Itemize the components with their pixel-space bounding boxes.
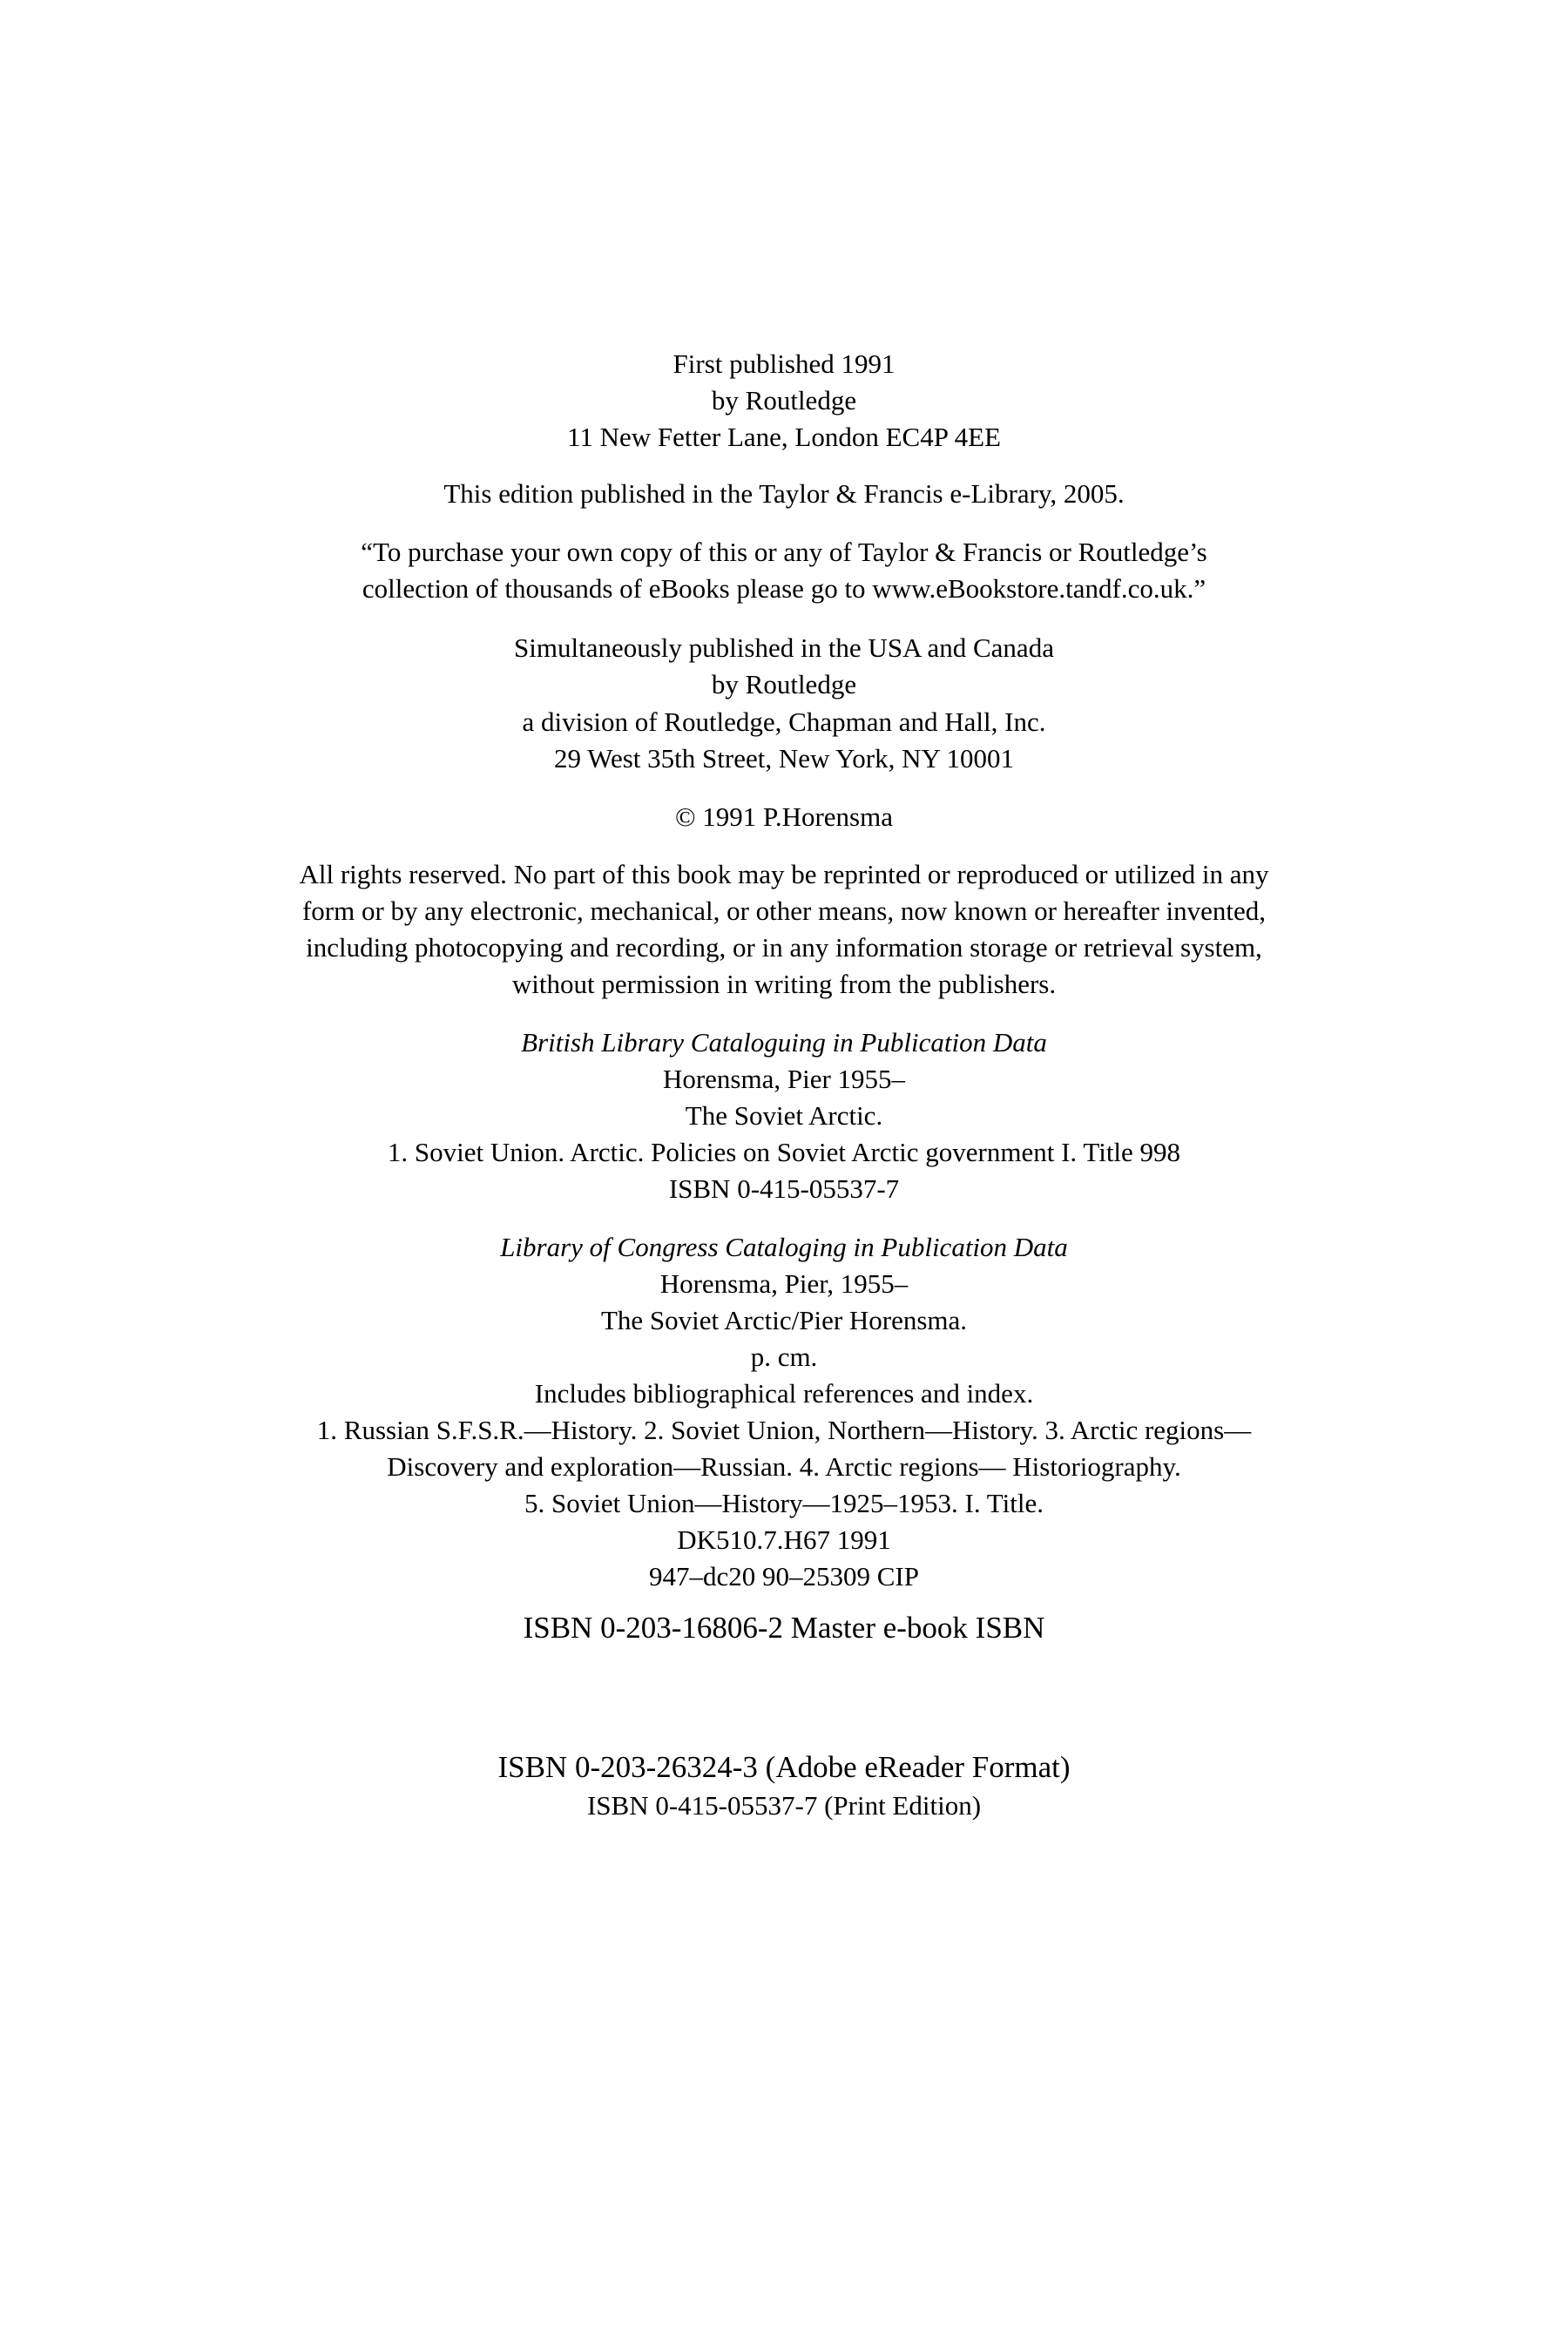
publisher-address: 11 New Fetter Lane, London EC4P 4EE [567, 422, 1001, 452]
loc-line-1: Horensma, Pier, 1955– [659, 1268, 909, 1299]
isbn-print: ISBN 0-415-05537-7 (Print Edition) [586, 1790, 982, 1821]
rights-line-2: form or by any electronic, mechanical, or other means, now known or hereafter invented, [301, 896, 1267, 926]
british-library-line-3: 1. Soviet Union. Arctic. Policies on Soviet Arctic government I. Title 998 [387, 1137, 1181, 1167]
usa-publication-line-1: Simultaneously published in the USA and Canada [514, 632, 1054, 663]
first-published-line: First published 1991 [672, 348, 896, 379]
publisher-line: by Routledge [711, 385, 857, 416]
rights-line-3: including photocopying and recording, or in any information storage or retrieval system, [306, 932, 1262, 963]
loc-line-2: The Soviet Arctic/Pier Horensma. [600, 1305, 968, 1335]
isbn-master: ISBN 0-203-16806-2 Master e-book ISBN [523, 1611, 1045, 1645]
usa-publication-line-4: 29 West 35th Street, New York, NY 10001 [554, 743, 1014, 774]
purchase-note-line-2: collection of thousands of eBooks please go to www.eBookstore.tandf.co.uk.” [362, 573, 1206, 604]
loc-line-4: Includes bibliographical references and index. [534, 1378, 1034, 1409]
loc-heading: Library of Congress Cataloging in Publication Data [500, 1232, 1068, 1262]
loc-line-5: 1. Russian S.F.S.R.—History. 2. Soviet Union, Northern—History. 3. Arctic regions— [316, 1415, 1252, 1445]
usa-publication-line-2: by Routledge [711, 669, 857, 700]
loc-line-8: DK510.7.H67 1991 [677, 1524, 891, 1555]
loc-line-7: 5. Soviet Union—History—1925–1953. I. Title. [524, 1488, 1044, 1518]
edition-statement: This edition published in the Taylor & Francis e-Library, 2005. [443, 478, 1125, 509]
purchase-note-line-1: “To purchase your own copy of this or any of Taylor & Francis or Routledge’s [361, 537, 1207, 567]
loc-line-6: Discovery and exploration—Russian. 4. Arctic regions— Historiography. [387, 1451, 1181, 1482]
isbn-adobe: ISBN 0-203-26324-3 (Adobe eReader Format) [497, 1750, 1071, 1784]
loc-line-3: p. cm. [750, 1342, 818, 1372]
rights-line-4: without permission in writing from the publishers. [511, 969, 1057, 999]
british-library-line-2: The Soviet Arctic. [685, 1100, 883, 1131]
british-library-heading: British Library Cataloguing in Publication Data [521, 1027, 1047, 1058]
usa-publication-line-3: a division of Routledge, Chapman and Hall, Inc. [522, 706, 1046, 737]
loc-line-9: 947–dc20 90–25309 CIP [649, 1561, 919, 1592]
british-library-isbn: ISBN 0-415-05537-7 [668, 1173, 900, 1204]
copyright-notice: © 1991 P.Horensma [674, 801, 893, 832]
british-library-line-1: Horensma, Pier 1955– [662, 1064, 906, 1094]
rights-line-1: All rights reserved. No part of this book may be reprinted or reproduced or utilized in any [299, 859, 1269, 889]
